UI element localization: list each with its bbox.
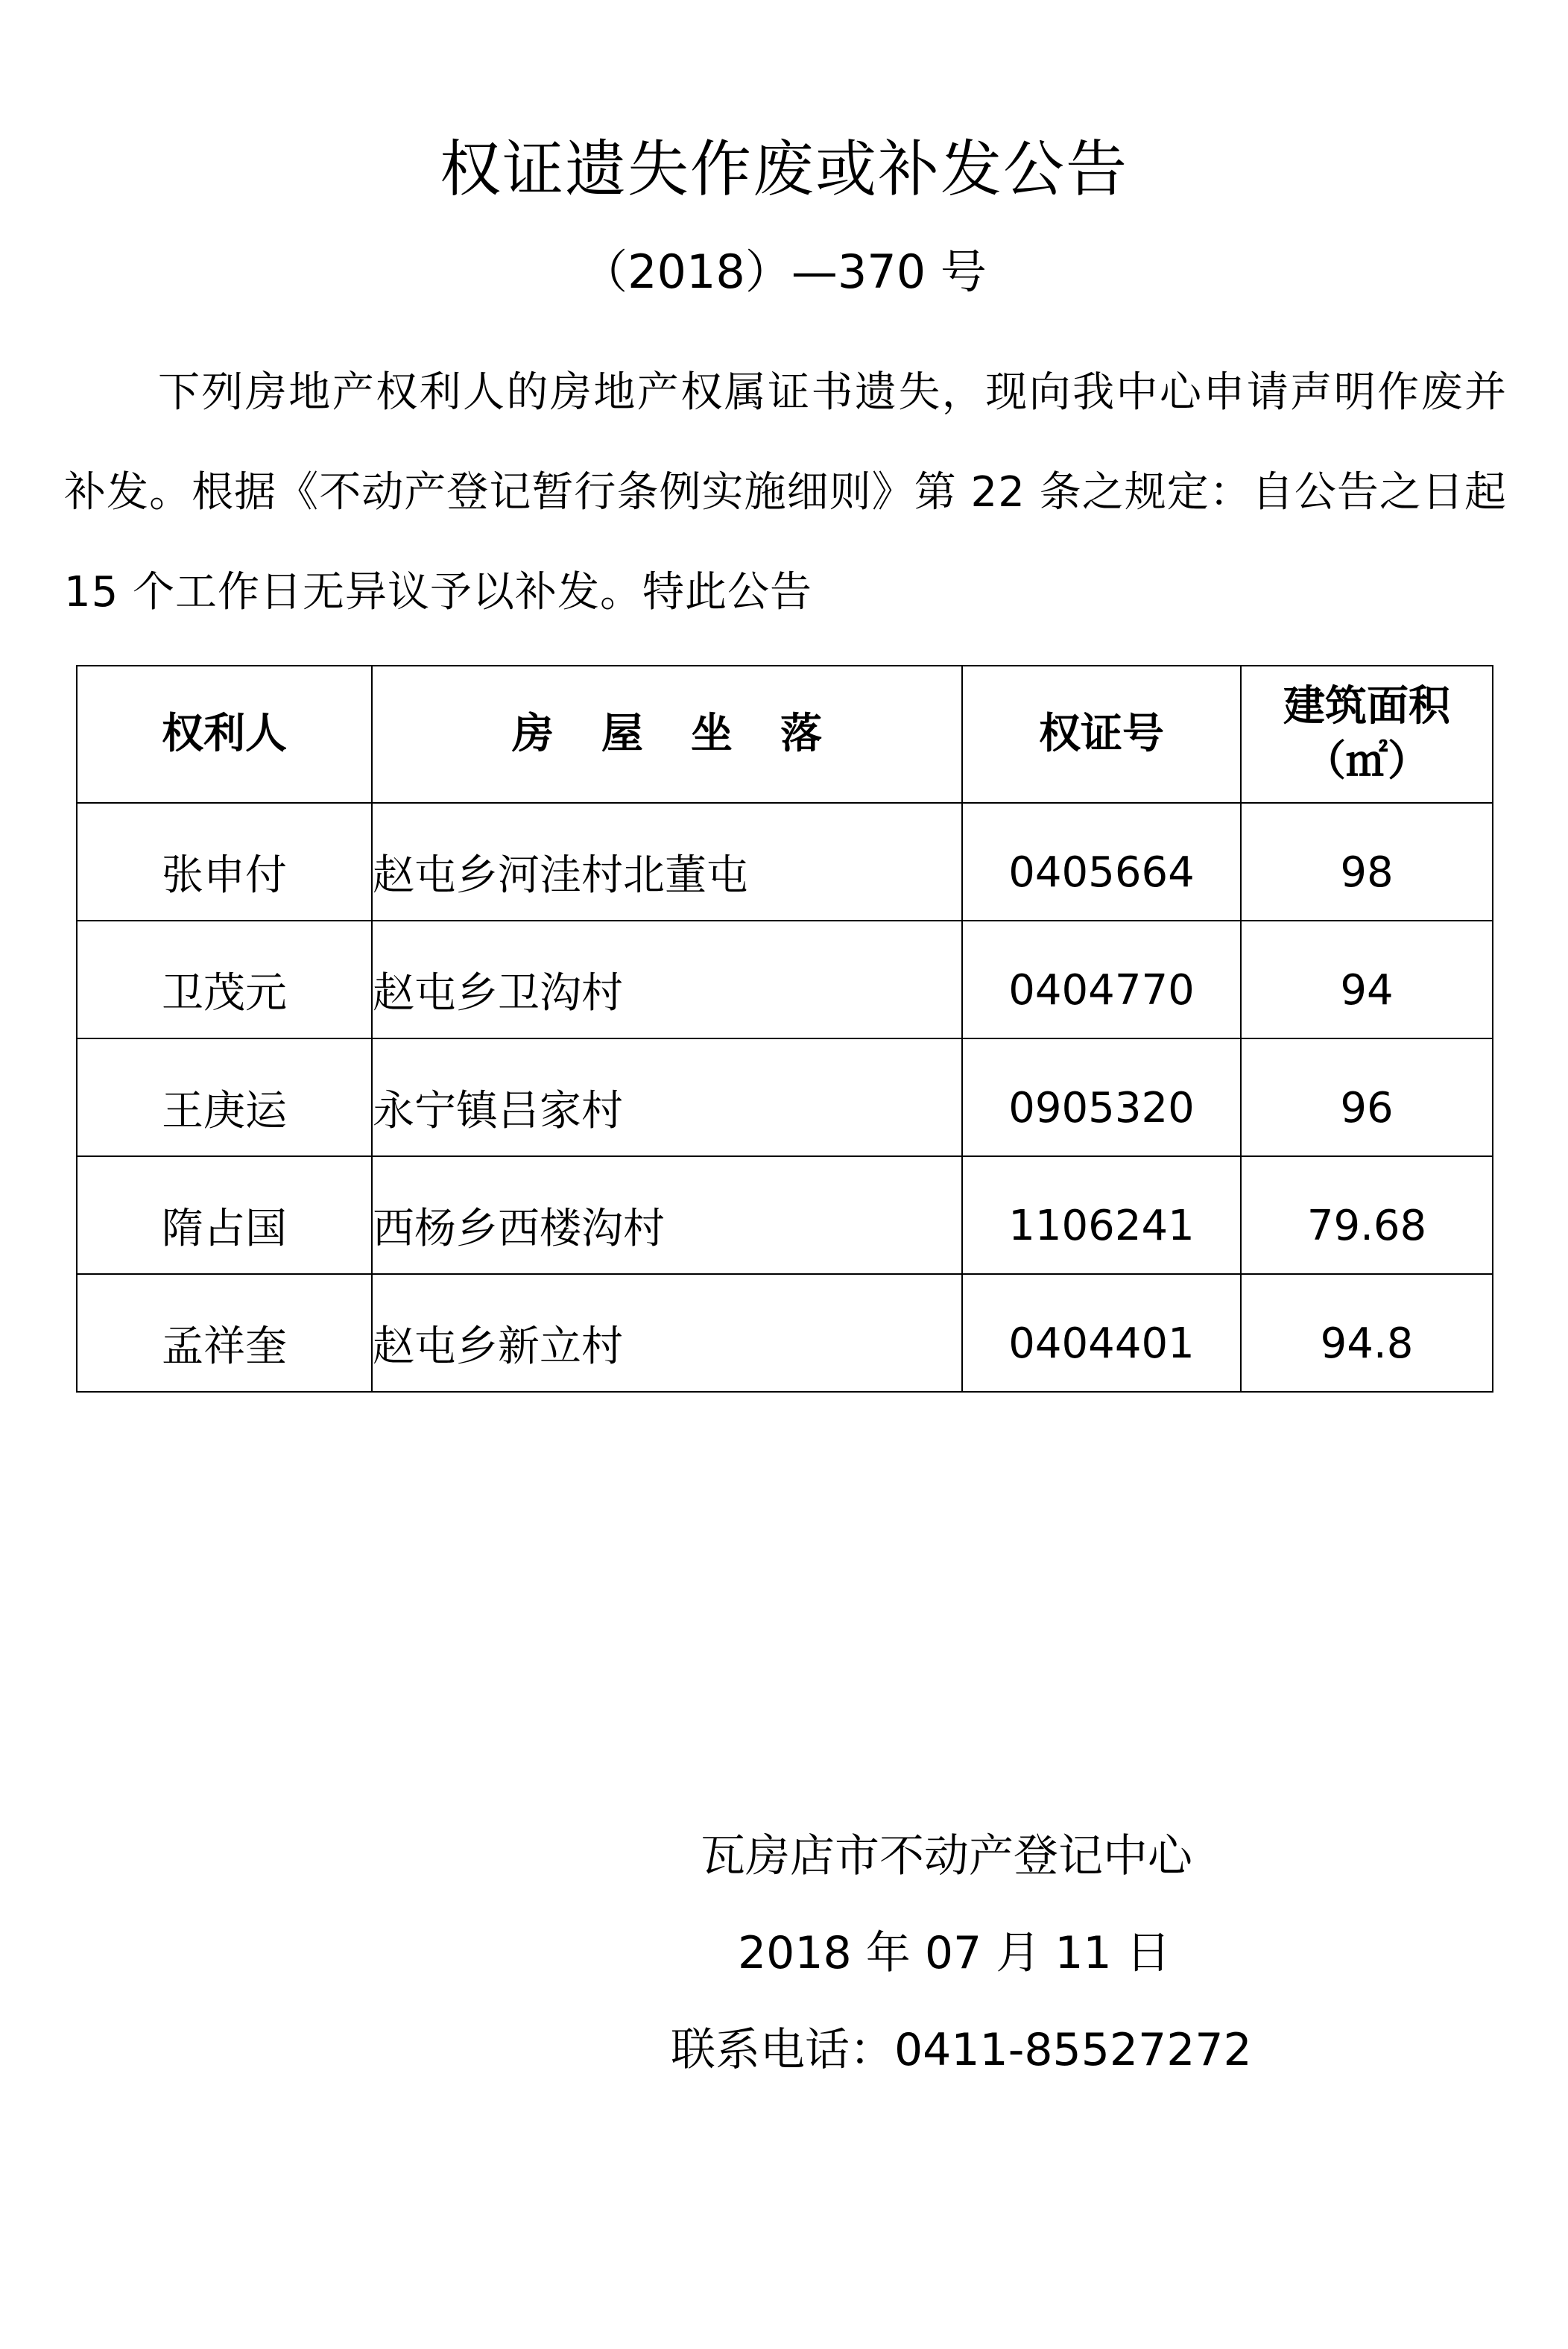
cell-area: 96 [1241, 1038, 1493, 1156]
table-row [77, 1038, 1493, 1156]
notice-number: （2018）—370 号 [581, 245, 987, 299]
table-row [77, 803, 1493, 921]
table-row [77, 1274, 1493, 1392]
cell-holder: 隋占国 [77, 1156, 372, 1274]
notice-title: 权证遗失作废或补发公告 [439, 134, 1128, 205]
cell-area: 94.8 [1241, 1274, 1493, 1392]
table-row [77, 921, 1493, 1038]
cell-cert-no: 0404401 [962, 1274, 1241, 1392]
cell-cert-no: 1106241 [962, 1156, 1241, 1274]
cell-area: 79.68 [1241, 1156, 1493, 1274]
cell-cert-no: 0404770 [962, 921, 1241, 1038]
issuer-name: 瓦房店市不动产登记中心 [701, 1830, 1192, 1882]
contact-phone: 联系电话：0411-85527272 [671, 2024, 1252, 2076]
header-holder: 权利人 [77, 666, 372, 803]
lost-certificate-table [76, 665, 1493, 1393]
header-area-unit: （㎡） [1304, 737, 1429, 786]
issue-date: 2018 年 07 月 11 日 [738, 1927, 1171, 1979]
table-row [77, 1156, 1493, 1274]
cell-holder: 王庚运 [77, 1038, 372, 1156]
header-location [372, 666, 962, 803]
cell-holder: 孟祥奎 [77, 1274, 372, 1392]
cell-holder: 张申付 [77, 803, 372, 921]
header-area [1241, 666, 1493, 803]
header-area-label: 建筑面积 [1283, 682, 1450, 731]
cell-location: 西杨乡西楼沟村 [372, 1156, 962, 1274]
notice-body: 下列房地产权利人的房地产权属证书遗失，现向我中心申请声明作废并补发。根据《不动产登记暂行条例实施细则》第 22 条之规定：自公告之日起 15 个工作日无异议予以补发。特此公告 [64, 368, 1507, 617]
cell-holder: 卫茂元 [77, 921, 372, 1038]
cell-location: 赵屯乡新立村 [372, 1274, 962, 1392]
cell-location: 赵屯乡河洼村北董屯 [372, 803, 962, 921]
cell-area: 94 [1241, 921, 1493, 1038]
cell-cert-no: 0905320 [962, 1038, 1241, 1156]
header-cert-no: 权证号 [962, 666, 1241, 803]
cell-location: 赵屯乡卫沟村 [372, 921, 962, 1038]
cell-area: 98 [1241, 803, 1493, 921]
table-header-row [77, 666, 1493, 803]
cell-cert-no: 0405664 [962, 803, 1241, 921]
cell-location: 永宁镇吕家村 [372, 1038, 962, 1156]
header-location-label: 房屋坐落 [512, 710, 870, 758]
